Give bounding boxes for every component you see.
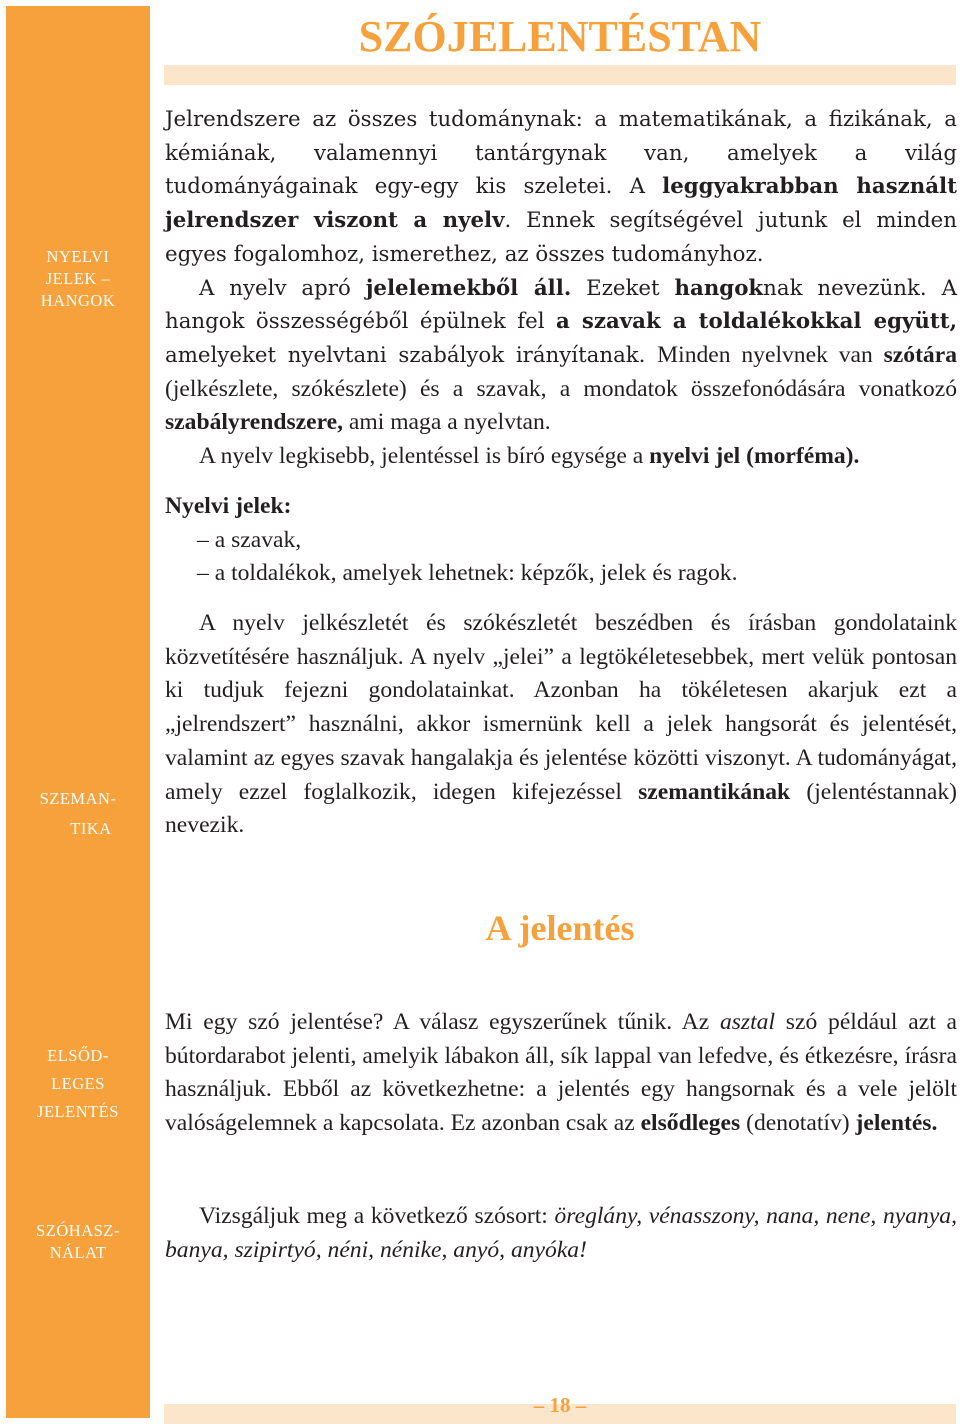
paragraph-jelelemek: A nyelv apró jelelemekből áll. Ezeket hangoknak nevezünk. A hangok összességéből épülnek fel a szavak a toldalékokkal együtt, amelyeket nyelvtani szabályok irányítanak. Minden nyelvnek van szótára (jelkészlete, szókészlete) és a szavak, a mondatok összefonódására vonatkozó szabályrendszere, ami maga a nyelvtan. (165, 275, 957, 436)
italic-term: asztal (719, 1009, 776, 1035)
margin-label-szohasznalat (6, 1220, 150, 1264)
margin-label-line: JELEK – (45, 269, 111, 288)
paragraph-morfema: A nyelv legkisebb, jelentéssel is bíró egysége a nyelvi jel (morféma). (199, 443, 860, 470)
emphasis: nyelvi jel (morféma). (649, 443, 860, 470)
paragraph-szemantika: A nyelv jelkészletét és szókészletét beszédben és írásban gondolataink közvetítésére használjuk. A nyelv „jelei” a legtökéletesebbek, mert velük pontosan ki tudjuk fejezni gondolatainkat. Azonban ha tökéletesen akarjuk ezt a „jelrendszert” használni, akkor ismernünk kell a jelek hangsorát és jelentését, valamint az egyes szavak hangalakja és jelentése közötti viszonyt. A tudományágat, amely ezzel foglalkozik, idegen kifejezéssel szemantikának (jelentéstannak) nevezik. (165, 610, 957, 839)
margin-label-line: LEGES (51, 1074, 105, 1093)
italic-word-list: öreglány, vénasszony, nana, nene, nyanya, banya, szipirtyó, néni, nénike, anyó, anyóka! (165, 1203, 957, 1263)
emphasis: leggyakrabban használt jelrendszer viszont a nyelv (165, 174, 957, 234)
margin-label-line: TIKA (70, 819, 112, 838)
paragraph-jelrendszer: Jelrendszere az összes tudománynak: a matematikának, a fizikának, a kémiának, valamennyi tantárgynak van, amelyek a világ tudományágainak egy-egy kis szeletei. A leggyakrabban használt jelrendszer viszont a nyelv. Ennek segítségével jutunk el minden egyes fogalomhoz, ismerethez, az összes tudományhoz. (165, 107, 957, 267)
emphasis: hangok (674, 275, 764, 301)
margin-label-elsodleges-jelentes (6, 1042, 150, 1126)
margin-label-nyelvi-jelek (6, 246, 150, 312)
emphasis: jelentés. (855, 1110, 938, 1137)
margin-label-line: SZÓHASZ- (36, 1221, 120, 1240)
margin-label-line: SZEMAN- (39, 789, 117, 808)
emphasis: szótára (883, 341, 957, 368)
intro-section (165, 103, 957, 474)
list-item: – a toldalékok, amelyek lehetnek: képzők, jelek és ragok. (197, 560, 738, 587)
page-title: SZÓJELENTÉSTAN (358, 12, 762, 61)
emphasis: a szavak a toldalékokkal együtt, (556, 309, 957, 335)
szemantika-section (165, 607, 957, 843)
margin-label-line: HANGOK (40, 291, 116, 310)
section-heading: A jelentés (485, 908, 635, 948)
paragraph-szosor: Vizsgáljuk meg a következő szósort: öreglány, vénasszony, nana, nene, nyanya, banya, szipirtyó, néni, nénike, anyó, anyóka! (165, 1203, 957, 1263)
margin-label-line: JELENTÉS (37, 1102, 119, 1121)
margin-label-line: NYELVI (46, 247, 110, 266)
page-number: – 18 – (533, 1393, 587, 1417)
margin-label-line: NÁLAT (49, 1243, 107, 1262)
sidebar-band (6, 6, 150, 1418)
emphasis: szemantikának (638, 778, 791, 805)
emphasis: jelelemekből áll. (365, 275, 572, 301)
nyelvi-jelek-list (165, 490, 957, 591)
title-rule (164, 65, 956, 85)
list-heading: Nyelvi jelek: (165, 493, 292, 519)
emphasis: elsődleges (640, 1110, 741, 1137)
paragraph-asztal: Mi egy szó jelentése? A válasz egyszerűnek tűnik. Az asztal szó például azt a bútordarabot jelenti, amelyik lábakon áll, sík lappal van lefedve, és étkezésre, írásra használjuk. Ebből az következhetne: a jelentés egy hangsornak és a vele jelölt valóságelemnek a kapcsolata. Ez azonban csak az elsődleges (denotatív) jelentés. (165, 1009, 958, 1137)
szohasznalat-section (165, 1200, 957, 1267)
elsodleges-jelentes-section (165, 1006, 957, 1141)
margin-label-line: ELSŐD- (47, 1046, 109, 1065)
list-item: – a szavak, (197, 526, 302, 553)
emphasis: szabályrendszere, (165, 409, 344, 436)
margin-label-szemantika (6, 784, 150, 844)
